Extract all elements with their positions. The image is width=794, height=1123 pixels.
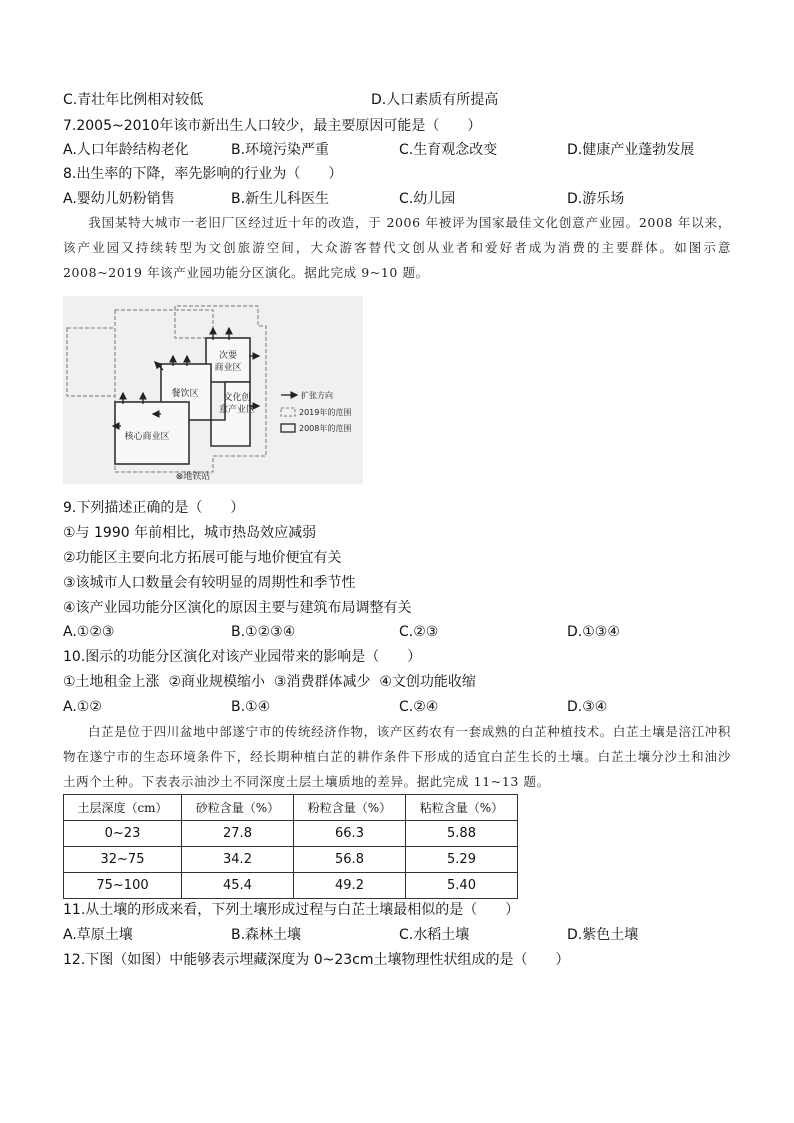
table-cell: 5.40 xyxy=(406,873,518,899)
legend-2008-text: 2008年的范围 xyxy=(299,424,352,433)
q9-option-d[interactable]: D.①③④ xyxy=(567,624,620,640)
q9-statement-1: ①与 1990 年前相比，城市热岛效应减弱 xyxy=(63,525,317,541)
zone-core-label: 核心商业区 xyxy=(124,432,170,442)
table-cell: 56.8 xyxy=(294,847,406,873)
table-header-cell: 粉粒含量（%） xyxy=(294,795,406,821)
passage-industrial-park xyxy=(63,210,731,285)
zone-culture-label-1: 文化创 xyxy=(223,393,251,403)
table-cell: 32~75 xyxy=(64,847,182,873)
zone-culture-label-2: 意产业区 xyxy=(218,405,256,415)
q7-option-b[interactable]: B.环境污染严重 xyxy=(231,142,330,158)
legend-2019-text: 2019年的范围 xyxy=(299,408,352,417)
passage-industrial-park-text: 我国某特大城市一老旧厂区经过近十年的改造，于 2006 年被评为国家最佳文化创意产业园。2008 年以来，该产业园又持续转型为文创旅游空间，大众游客替代文创从业者和爱好者成为消费的主要群体。如图示意 2008~2019 年该产业园功能分区演化。据此完成 9~10 题。 xyxy=(63,215,731,280)
table-row xyxy=(64,821,518,847)
passage-angelica-soil xyxy=(63,719,731,794)
q10-option-a[interactable]: A.①② xyxy=(63,699,102,715)
q9-statement-4: ④该产业园功能分区演化的原因主要与建筑布局调整有关 xyxy=(63,600,412,616)
q12-stem: 12.下图（如图）中能够表示埋藏深度为 0~23cm土壤物理性状组成的是（ ） xyxy=(63,952,570,968)
q9-option-c[interactable]: C.②③ xyxy=(399,624,439,640)
table-cell: 49.2 xyxy=(294,873,406,899)
table-cell: 45.4 xyxy=(182,873,294,899)
table-cell: 75~100 xyxy=(64,873,182,899)
zone-secondary-label-1: 次要 xyxy=(218,351,238,361)
q11-option-d[interactable]: D.紫色土壤 xyxy=(567,927,639,943)
q8-option-b[interactable]: B.新生儿科医生 xyxy=(231,191,330,207)
q7-option-c[interactable]: C.生育观念改变 xyxy=(399,142,498,158)
table-row xyxy=(64,847,518,873)
q11-option-a[interactable]: A.草原土壤 xyxy=(63,927,133,943)
park-zoning-map xyxy=(63,296,363,484)
table-cell: 0~23 xyxy=(64,821,182,847)
q10-option-c[interactable]: C.②④ xyxy=(399,699,439,715)
zone-secondary-label-2: 商业区 xyxy=(214,363,242,373)
q6-option-d[interactable]: D.人口素质有所提高 xyxy=(371,92,499,108)
q6-option-c[interactable]: C.青壮年比例相对较低 xyxy=(63,92,204,108)
q11-stem: 11.从土壤的形成来看，下列土壤形成过程与白芷土壤最相似的是（ ） xyxy=(63,902,520,918)
q8-stem: 8.出生率的下降，率先影响的行业为（ ） xyxy=(63,166,343,182)
q8-option-d[interactable]: D.游乐场 xyxy=(567,191,625,207)
q7-option-a[interactable]: A.人口年龄结构老化 xyxy=(63,142,189,158)
park-zoning-figure xyxy=(63,296,363,484)
q10-stem: 10.图示的功能分区演化对该产业园带来的影响是（ ） xyxy=(63,649,422,665)
q9-statement-3: ③该城市人口数量会有较明显的周期性和季节性 xyxy=(63,575,356,591)
table-cell: 66.3 xyxy=(294,821,406,847)
table-cell: 5.29 xyxy=(406,847,518,873)
q10-statements: ①土地租金上涨 ②商业规模缩小 ③消费群体减少 ④文创功能收缩 xyxy=(63,674,476,690)
legend-expand-text: 扩张方向 xyxy=(301,391,333,400)
metro-station-label: ⊗地铁站 xyxy=(175,472,211,482)
table-header-cell: 砂粒含量（%） xyxy=(182,795,294,821)
table-cell: 34.2 xyxy=(182,847,294,873)
figure-legend xyxy=(281,390,351,433)
q11-option-b[interactable]: B.森林土壤 xyxy=(231,927,302,943)
q9-option-a[interactable]: A.①②③ xyxy=(63,624,115,640)
table-row xyxy=(64,873,518,899)
table-header-cell: 土层深度（cm） xyxy=(64,795,182,821)
q7-option-d[interactable]: D.健康产业蓬勃发展 xyxy=(567,142,695,158)
passage-angelica-soil-text: 白芷是位于四川盆地中部遂宁市的传统经济作物，该产区药农有一套成熟的白芷种植技术。白芷土壤是涪江冲积物在遂宁市的生态环境条件下，经长期种植白芷的耕作条件下形成的适宜白芷生长的土壤。白芷土壤分沙土和油沙土两个土种。下表表示油沙土不同深度土层土壤质地的差异。据此完成 11~13 题。 xyxy=(63,724,731,789)
q11-option-c[interactable]: C.水稻土壤 xyxy=(399,927,470,943)
table-header-row xyxy=(64,795,518,821)
q10-option-b[interactable]: B.①④ xyxy=(231,699,271,715)
q8-option-a[interactable]: A.婴幼儿奶粉销售 xyxy=(63,191,175,207)
table-cell: 5.88 xyxy=(406,821,518,847)
table-header-cell: 粘粒含量（%） xyxy=(406,795,518,821)
q8-option-c[interactable]: C.幼儿园 xyxy=(399,191,456,207)
soil-texture-table xyxy=(63,794,518,899)
q10-option-d[interactable]: D.③④ xyxy=(567,699,608,715)
q9-stem: 9.下列描述正确的是（ ） xyxy=(63,500,245,516)
table-cell: 27.8 xyxy=(182,821,294,847)
q9-statement-2: ②功能区主要向北方拓展可能与地价便宜有关 xyxy=(63,550,342,566)
q7-stem: 7.2005~2010年该市新出生人口较少，最主要原因可能是（ ） xyxy=(63,118,482,134)
q9-option-b[interactable]: B.①②③④ xyxy=(231,624,296,640)
zone-dining-label: 餐饮区 xyxy=(171,389,199,399)
